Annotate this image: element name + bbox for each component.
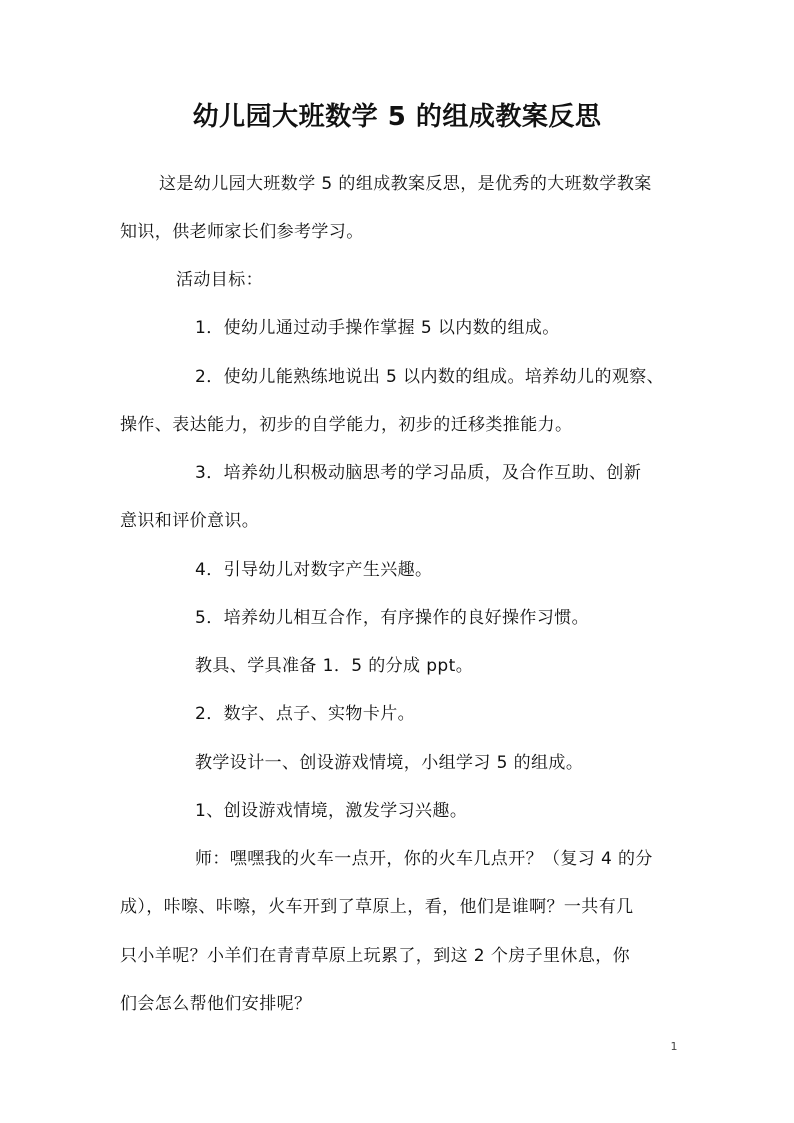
teacher-dialogue-line-3: 只小羊呢？小羊们在青青草原上玩累了，到这 2 个房子里休息，你 <box>120 946 631 966</box>
paragraph-intro-line-2: 知识，供老师家长们参考学习。 <box>120 222 364 242</box>
design-step-1: 1、创设游戏情境，激发学习兴趣。 <box>195 801 468 821</box>
materials-line-2: 2．数字、点子、实物卡片。 <box>195 704 416 724</box>
objective-3-line-2: 意识和评价意识。 <box>120 511 260 531</box>
objective-2-line-2: 操作、表达能力，初步的自学能力，初步的迁移类推能力。 <box>120 415 573 435</box>
document-title: 幼儿园大班数学 5 的组成教案反思 <box>192 102 602 132</box>
paragraph-intro-line-1: 这是幼儿园大班数学 5 的组成教案反思，是优秀的大班数学教案 <box>159 174 652 194</box>
section-heading-objectives: 活动目标： <box>176 270 263 290</box>
teacher-dialogue-line-1: 师：嘿嘿我的火车一点开，你的火车几点开？（复习 4 的分 <box>195 849 653 869</box>
page-number: 1 <box>670 1040 678 1053</box>
objective-4: 4．引导幼儿对数字产生兴趣。 <box>195 560 433 580</box>
objective-3-line-1: 3．培养幼儿积极动脑思考的学习品质，及合作互助、创新 <box>195 463 642 483</box>
objective-1: 1．使幼儿通过动手操作掌握 5 以内数的组成。 <box>195 318 560 338</box>
teacher-dialogue-line-2: 成），咔嚓、咔嚓，火车开到了草原上，看，他们是谁啊？一共有几 <box>120 897 634 917</box>
design-heading: 教学设计一、创设游戏情境，小组学习 5 的组成。 <box>195 753 584 773</box>
teacher-dialogue-line-4: 们会怎么帮他们安排呢？ <box>120 994 312 1014</box>
objective-5: 5．培养幼儿相互合作，有序操作的良好操作习惯。 <box>195 608 590 628</box>
materials-line-1: 教具、学具准备 1．5 的分成 ppt。 <box>195 656 474 676</box>
objective-2-line-1: 2．使幼儿能熟练地说出 5 以内数的组成。培养幼儿的观察、 <box>195 367 665 387</box>
